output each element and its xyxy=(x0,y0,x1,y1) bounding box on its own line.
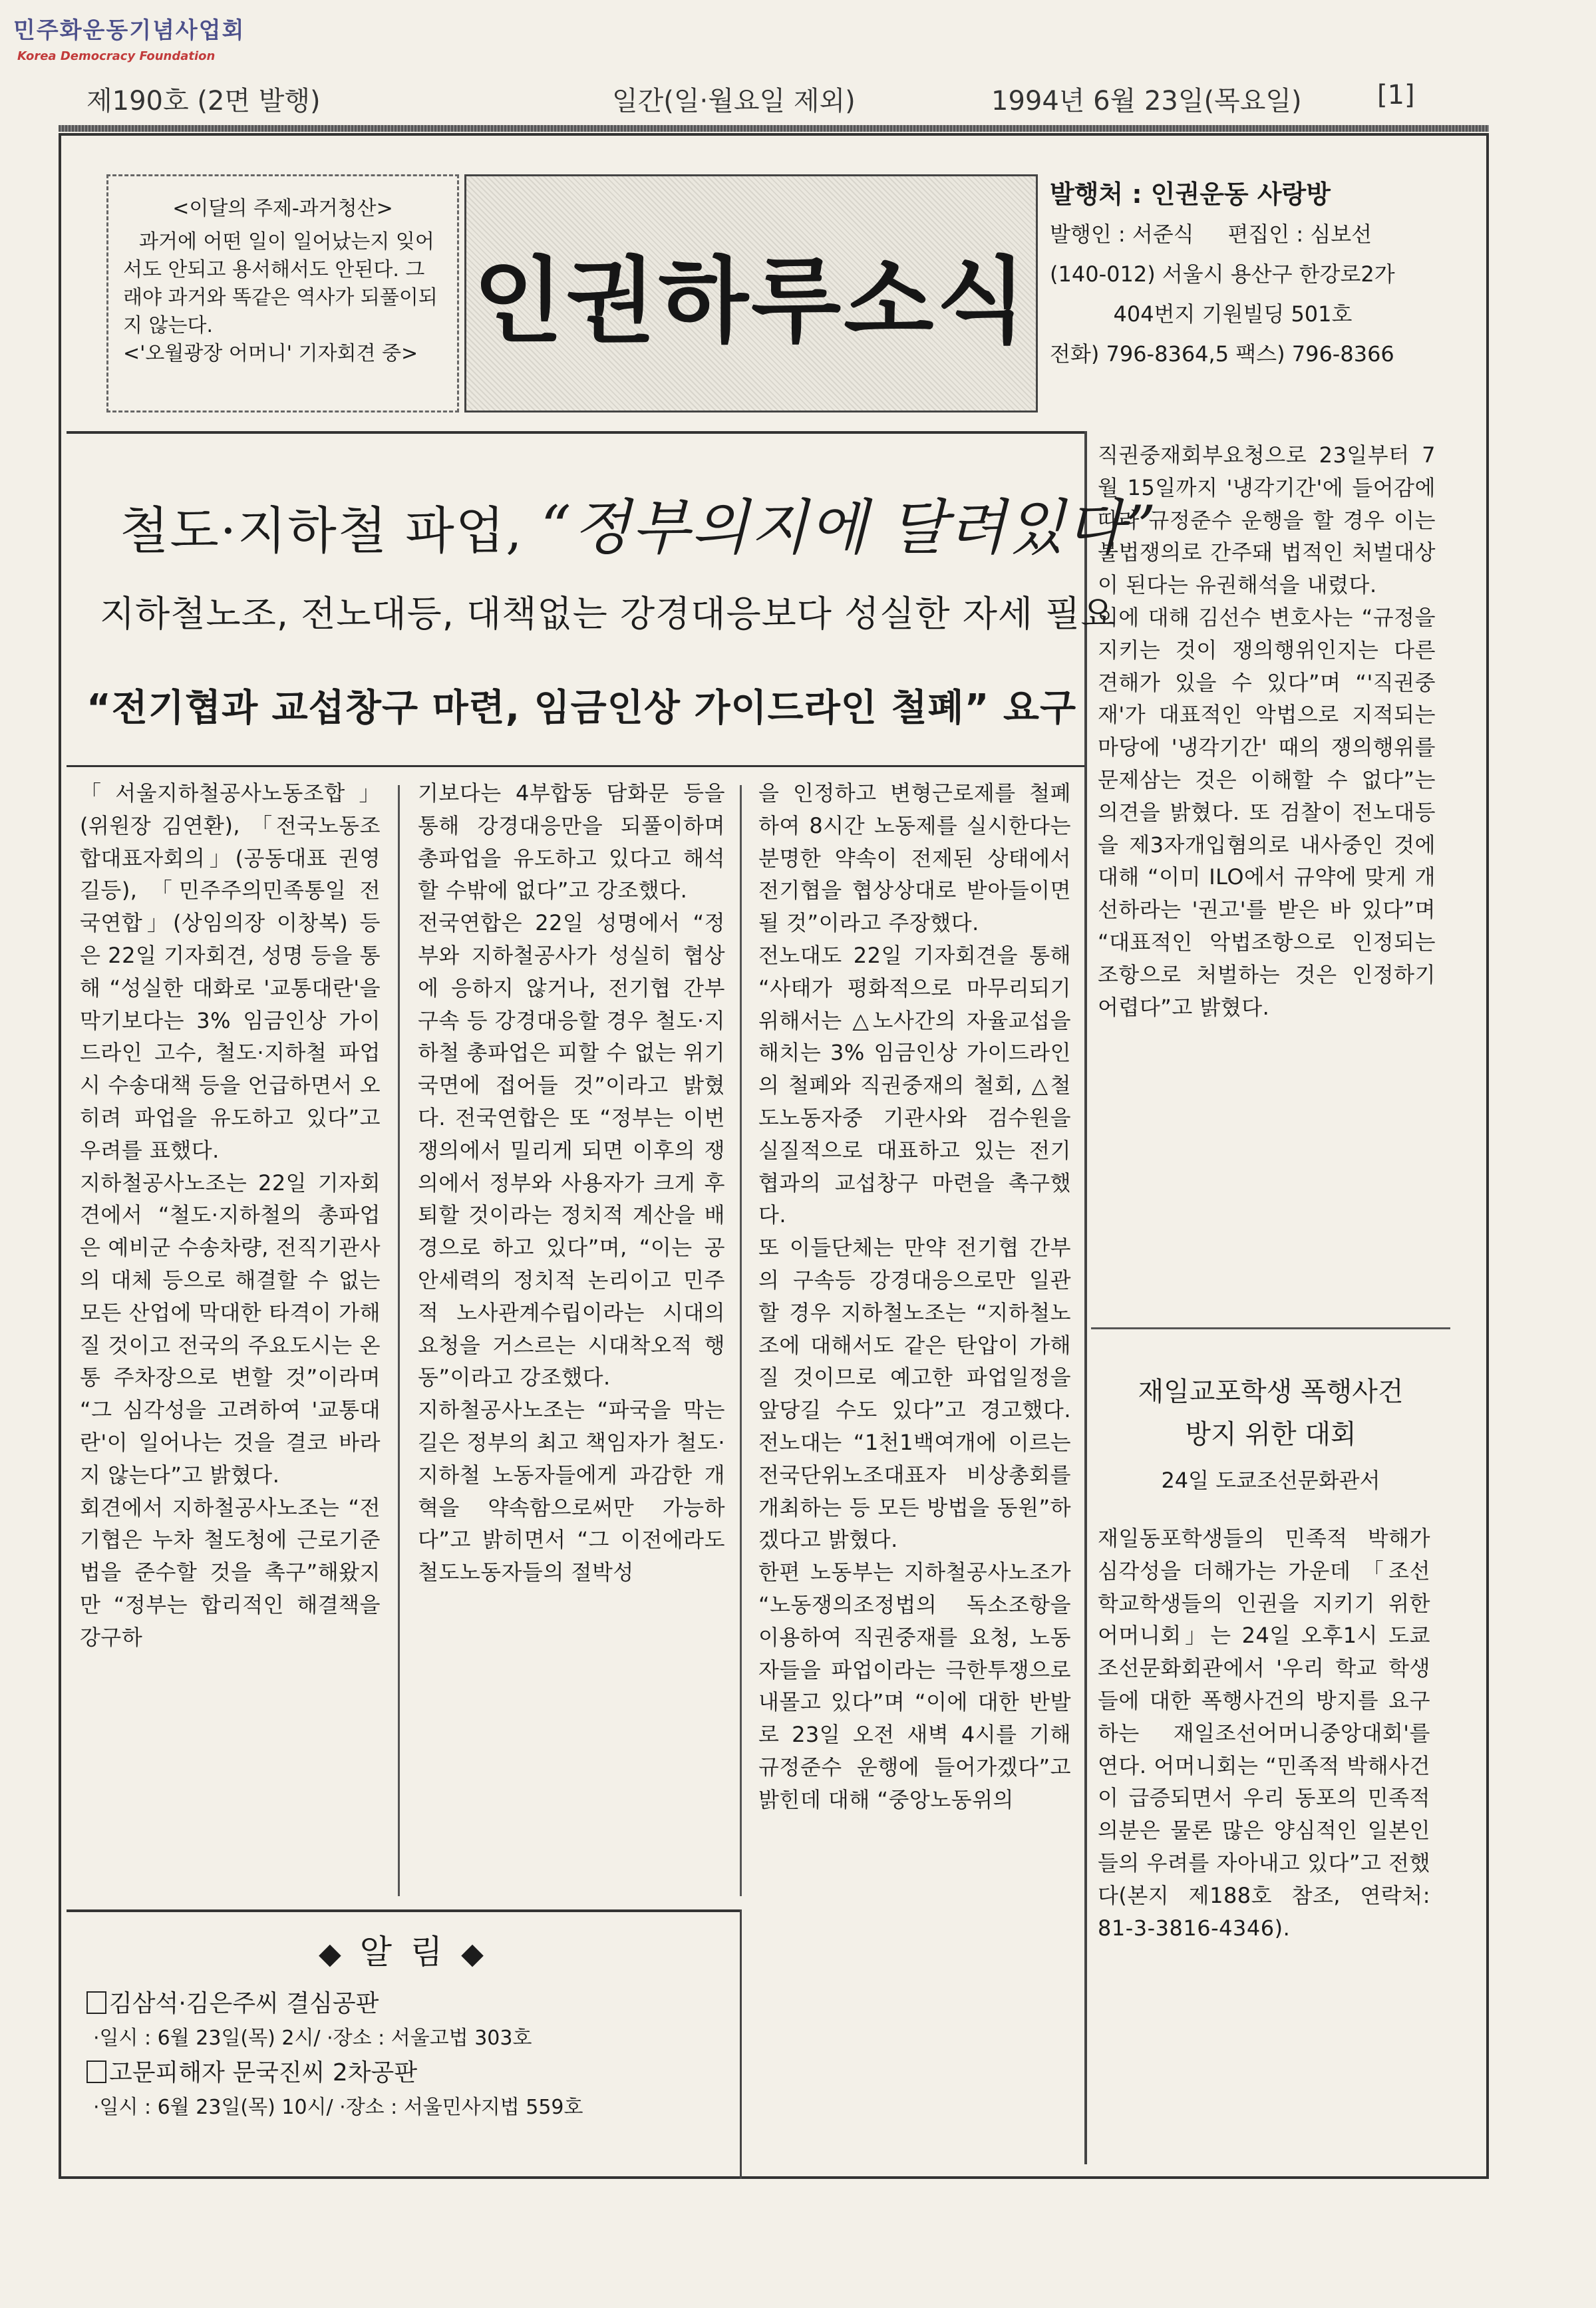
notice-title: 알 림 xyxy=(359,1933,447,1971)
publication-frequency: 일간(일·월요일 제외) xyxy=(612,86,856,116)
side-article-rule xyxy=(1091,1327,1450,1329)
publisher-address-line2: 404번지 기원빌딩 501호 xyxy=(1113,301,1353,327)
nameplate-title: 인권하루소식 xyxy=(473,247,1029,356)
side-article-body: 재일동포학생들의 민족적 박해가 심각성을 더해가는 가운데 「조선학교학생들의 인권을 지키기 위한 어머니회」는 24일 오후1시 도쿄조선문화회관에서 '우리 학교 학생들에 대한 폭행사건의 방지를 요구하는 재일조선어머니중앙대회'를 연다. 어머니회는 “민족적 박해사건이 급증되면서 우리 동포의 민족적 의분은 물론 많은 양심적인 일본인들의 우려를 자아내고 있다”고 전했다(본지 제188호 참조, 연락처: 81-3-3816-4346). xyxy=(1098,1526,1430,1941)
diamond-icon: ◆ xyxy=(319,1937,345,1971)
notice-divider xyxy=(740,1909,742,2179)
notice-item-title: 고문피해자 문국진씨 2차공판 xyxy=(109,2059,418,2086)
article-column-2: 기보다는 4부합동 담화문 등을 통해 강경대응만을 되풀이하며 총파업을 유도하고 있다고 해석할 수밖에 없다”고 강조했다. 전국연합은 22일 성명에서 “정부와 지하철공사가 성실히 협상에 응하지 않거나, 전기협 간부 구속 등 강경대응할 경우 철도·지하철 총파업은 피할 수 없는 위기국면에 접어들 것”이라고 밝혔다. 전국연합은 또 “정부는 이번 쟁의에서 밀리게 되면 이후의 쟁의에서 정부와 사용자가 크게 후퇴할 것이라는 정치적 계산을 배경으로 하고 있다”며, “이는 공안세력의 정치적 논리이고 민주적 노사관계수립이라는 시대의 요청을 거스르는 시대착오적 행동”이라고 강조했다. 지하철공사노조는 “파국을 막는 길은 정부의 최고 책임자가 철도·지하철 노동자들에게 과감한 개혁을 약속함으로써만 가능하다”고 밝히면서 “그 이전에라도 철도노동자들의 절박성 xyxy=(418,780,725,1585)
masthead-rule xyxy=(59,125,1489,132)
checkbox-icon xyxy=(86,1991,106,2014)
article-column-3: 을 인정하고 변형근로제를 철폐하여 8시간 노동제를 실시한다는 분명한 약속이 전제된 상태에서 전기협을 협상상대로 받아들이면 될 것”이라고 주장했다. 전노대도 22일 기자회견을 통해 “사태가 평화적으로 마무리되기 위해서는 △노사간의 자율교섭을 해치는 3% 임금인상 가이드라인의 철폐와 직권중재의 철회, △철도노동자중 기관사와 검수원을 실질적으로 대표하고 있는 전기협과의 교섭창구 마련을 촉구했다. 또 이들단체는 만약 전기협 간부의 구속등 강경대응으로만 일관할 경우 지하철노조는 “지하철노조에 대해서도 같은 탄압이 가해질 것이므로 예고한 파업일정을 앞당길 수도 있다”고 경고했다. 전노대는 “1천1백여개에 이르는 전국단위노조대표자 비상총회를 개최하는 등 모든 방법을 동원”하겠다고 밝혔다. 한편 노동부는 지하철공사노조가 “노동쟁의조정법의 독소조항을 이용하여 직권중재를 요청, 노동자들을 파업이라는 극한투쟁으로 내몰고 있다”며 “이에 대한 반발로 23일 오전 새벽 4시를 기해 규정준수 운행에 들어가겠다”고 밝힌데 대해 “중앙노동위의 xyxy=(758,780,1071,1812)
column-divider-2 xyxy=(740,785,742,1896)
notice-item-detail: ·일시 : 6월 23일(목) 10시/ ·장소 : 서울민사지법 559호 xyxy=(93,2096,583,2119)
column-divider-1 xyxy=(398,785,400,1896)
side-article-headline: 재일교포학생 폭행사건 방지 위한 대회 xyxy=(1138,1377,1404,1450)
notice-item xyxy=(86,2056,720,2090)
article-subhead-2: “전기협과 교섭창구 마련, 임금인상 가이드라인 철폐” 요구 xyxy=(86,687,1077,730)
monthly-theme-title: <이달의 주제-과거청산> xyxy=(172,197,393,220)
header-divider xyxy=(67,431,1084,434)
publication-date: 1994년 6월 23일(목요일) xyxy=(991,86,1302,116)
article-headline xyxy=(120,479,1158,566)
page-number: [1] xyxy=(1377,80,1415,110)
notice-heading xyxy=(86,1925,720,1973)
side-article-subhead: 24일 도쿄조선문화관서 xyxy=(1161,1468,1380,1493)
newspaper-nameplate xyxy=(464,174,1038,412)
publisher-contact: 전화) 796-8364,5 팩스) 796-8366 xyxy=(1050,341,1394,367)
notice-box xyxy=(67,1909,740,2179)
publisher-address-line1: (140-012) 서울시 용산구 한강로2가 xyxy=(1050,261,1395,287)
diamond-icon: ◆ xyxy=(461,1937,488,1971)
monthly-theme-quote: 과거에 어떤 일이 일어났는지 잊어서도 안되고 용서해서도 안된다. 그래야 과거와 똑같은 역사가 되풀이되지 않는다. xyxy=(123,230,438,337)
article-subhead-1: 지하철노조, 전노대등, 대책없는 강경대응보다 성실한 자세 필요 xyxy=(100,593,1116,635)
headline-plain: 철도·지하철 파업, xyxy=(120,501,541,560)
foundation-logo-english: Korea Democracy Foundation xyxy=(17,49,216,63)
monthly-theme-box xyxy=(106,174,459,412)
publisher-info xyxy=(1043,174,1416,412)
notice-item xyxy=(86,1987,720,2021)
publisher-staff: 발행인 : 서준식 편집인 : 심보선 xyxy=(1050,222,1372,247)
notice-item-detail: ·일시 : 6월 23일(목) 2시/ ·장소 : 서울고법 303호 xyxy=(93,2027,532,2050)
article-column-4: 직권중재회부요청으로 23일부터 7월 15일까지 '냉각기간'에 들어감에 따라 규정준수 운행을 할 경우 이는 불법쟁의로 간주돼 법적인 처벌대상이 된다는 유권해석을 내렸다. 이에 대해 김선수 변호사는 “규정을 지키는 것이 쟁의행위인지는 다른 견해가 있을 수 있다”며 “'직권중재'가 대표적인 악법으로 지적되는 마당에 '냉각기간' 때의 쟁의행위를 문제삼는 것은 이해할 수 없다”는 의견을 밝혔다. 또 검찰이 전노대등을 제3자개입혐의로 내사중인 것에 대해 “이미 ILO에서 규약에 맞게 개선하라는 '권고'를 받은 바 있다”며 “대표적인 악법조항으로 인정되는 조항으로 처벌하는 것은 인정하기 어렵다”고 밝혔다. xyxy=(1098,442,1436,1020)
checkbox-icon xyxy=(86,2061,106,2083)
main-column-divider xyxy=(1084,431,1087,2164)
monthly-theme-source: <'오월광장 어머니' 기자회견 중> xyxy=(123,342,418,365)
headline-quote: “정부의지에 달려있다” xyxy=(540,493,1158,563)
publisher-title: 발행처 : 인권운동 사랑방 xyxy=(1050,180,1331,209)
foundation-logo-korean: 민주화운동기념사업회 xyxy=(13,17,245,44)
issue-number: 제190호 (2면 발행) xyxy=(86,86,321,116)
article-column-1: 「서울지하철공사노동조합」(위원장 김연환), 「전국노동조합대표자회의」(공동대표 권영길등), 「민주주의민족통일 전국연합」(상임의장 이창복) 등은 22일 기자회견, 성명 등을 통해 “성실한 대화로 '교통대란'을 막기보다는 3% 임금인상 가이드라인 고수, 철도·지하철 파업시 수송대책 등을 언급하면서 오히려 파업을 유도하고 있다”고 우려를 표했다. 지하철공사노조는 22일 기자회견에서 “철도·지하철의 총파업은 예비군 수송차량, 전직기관사의 대체 등으로 해결할 수 없는 모든 산업에 막대한 타격이 가해질 것이고 전국의 주요도시는 온통 주차장으로 변할 것”이라며 “그 심각성을 고려하여 '교통대란'이 일어나는 것을 결코 바라지 않는다”고 밝혔다. 회견에서 지하철공사노조는 “전기협은 누차 철도청에 근로기준법을 준수할 것을 촉구”해왔지만 “정부는 합리적인 해결책을 강구하 xyxy=(80,780,381,1650)
notice-item-title: 김삼석·김은주씨 결심공판 xyxy=(109,1990,379,2017)
headline-rule xyxy=(67,765,1084,767)
